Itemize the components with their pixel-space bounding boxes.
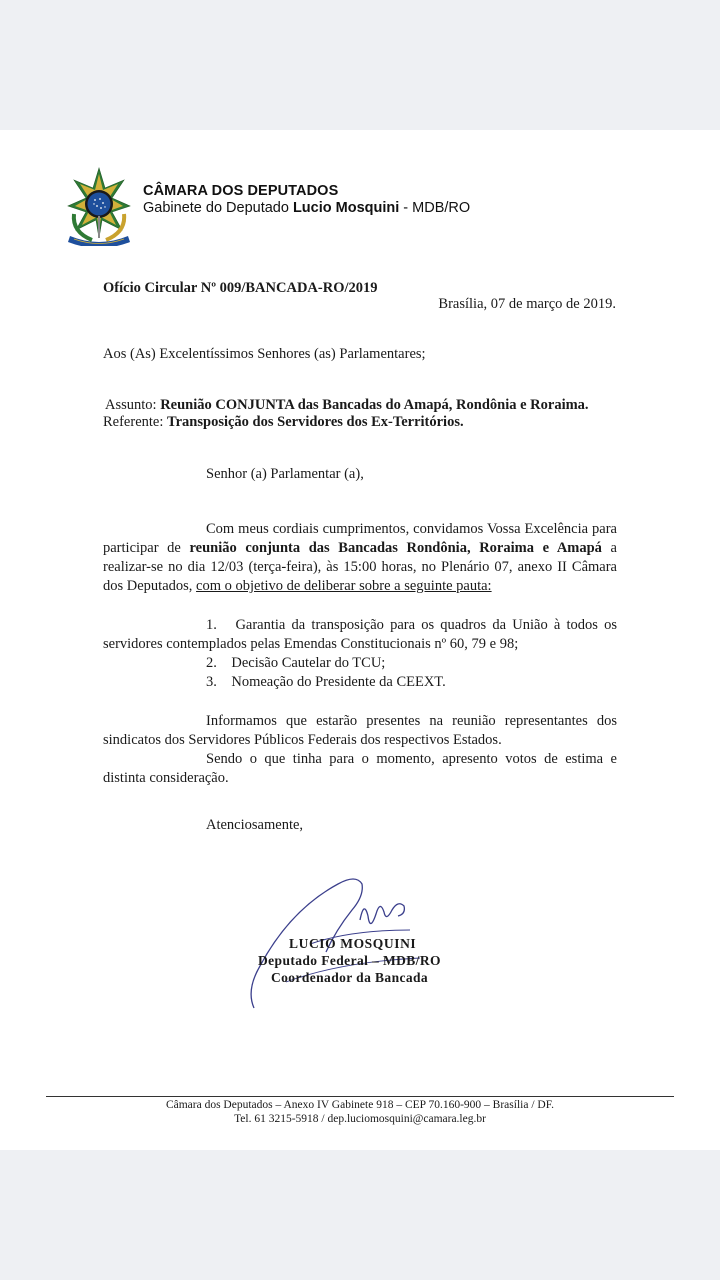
body-paragraph-1: [103, 520, 617, 596]
office-prefix: Gabinete do Deputado: [143, 200, 293, 216]
body-paragraph-3: [103, 750, 617, 788]
footer-divider: [46, 1096, 674, 1097]
closing: Atenciosamente,: [206, 817, 304, 833]
signatory-role: Deputado Federal – MDB/RO: [258, 953, 441, 968]
subject-label: Assunto:: [105, 397, 161, 413]
agenda-item-3: [206, 673, 446, 692]
agenda-text: Nomeação do Presidente da CEEXT.: [231, 674, 446, 690]
referent-text: Transposição dos Servidores dos Ex-Territórios.: [167, 414, 464, 430]
subject-text: Reunião CONJUNTA das Bancadas do Amapá, Rondônia e Roraima.: [160, 397, 589, 413]
document-page: [0, 130, 720, 1150]
body1-underlined: com o objetivo de deliberar sobre a seguinte pauta:: [196, 578, 492, 594]
agenda-text: Decisão Cautelar do TCU;: [231, 655, 386, 671]
body2-text: Informamos que estarão presentes na reunião representantes dos sindicatos dos Servidores Públicos Federais dos respectivos Estados.: [103, 713, 617, 748]
deputy-name: Lucio Mosquini: [292, 200, 400, 216]
subject-line: [105, 397, 589, 414]
agenda-text: Garantia da transposição para os quadros da União à todos os servidores contemplados pelas Emendas Constitucionais nº 60, 79 e 98;: [103, 617, 618, 652]
greeting: Senhor (a) Parlamentar (a),: [206, 466, 364, 482]
footer-contact: Tel. 61 3215-5918 / dep.luciomosquini@camara.leg.br: [234, 1113, 486, 1125]
signatory-name: LUCIO MOSQUINI: [289, 936, 417, 951]
agenda-item-1: [103, 616, 617, 654]
office-name: [143, 200, 470, 216]
institution-name: CÂMARA DOS DEPUTADOS: [143, 183, 339, 199]
agenda-number: 2.: [206, 655, 217, 671]
agenda-number: 1.: [206, 617, 217, 633]
agenda-number: 3.: [206, 674, 217, 690]
referent-label: Referente:: [103, 414, 168, 430]
body1-text-b: a realizar-se no dia 12/03 (terça-feira), às 15:00 horas, no Plenário 07, anexo II Câmara dos Deputados,: [103, 540, 617, 594]
body-paragraph-2: [103, 712, 617, 750]
body1-bold: reunião conjunta das Bancadas Rondônia, Roraima e Amapá: [189, 540, 602, 556]
brazil-coat-of-arms-icon: [64, 166, 134, 246]
body3-text: Sendo o que tinha para o momento, apresento votos de estima e distinta consideração.: [103, 751, 617, 786]
salutation: Aos (As) Excelentíssimos Senhores (as) Parlamentares;: [103, 346, 426, 362]
referent-line: [103, 414, 464, 431]
document-reference: Ofício Circular Nº 009/BANCADA-RO/2019: [103, 280, 378, 296]
signatory-position: Coordenador da Bancada: [271, 970, 429, 985]
document-date: Brasília, 07 de março de 2019.: [438, 296, 616, 312]
body1-text-a: Com meus cordiais cumprimentos, convidamos Vossa Excelência para participar de: [103, 521, 617, 556]
agenda-item-2: [206, 654, 385, 673]
office-suffix: - MDB/RO: [399, 200, 471, 216]
footer-address: Câmara dos Deputados – Anexo IV Gabinete 918 – CEP 70.160-900 – Brasília / DF.: [165, 1099, 555, 1111]
